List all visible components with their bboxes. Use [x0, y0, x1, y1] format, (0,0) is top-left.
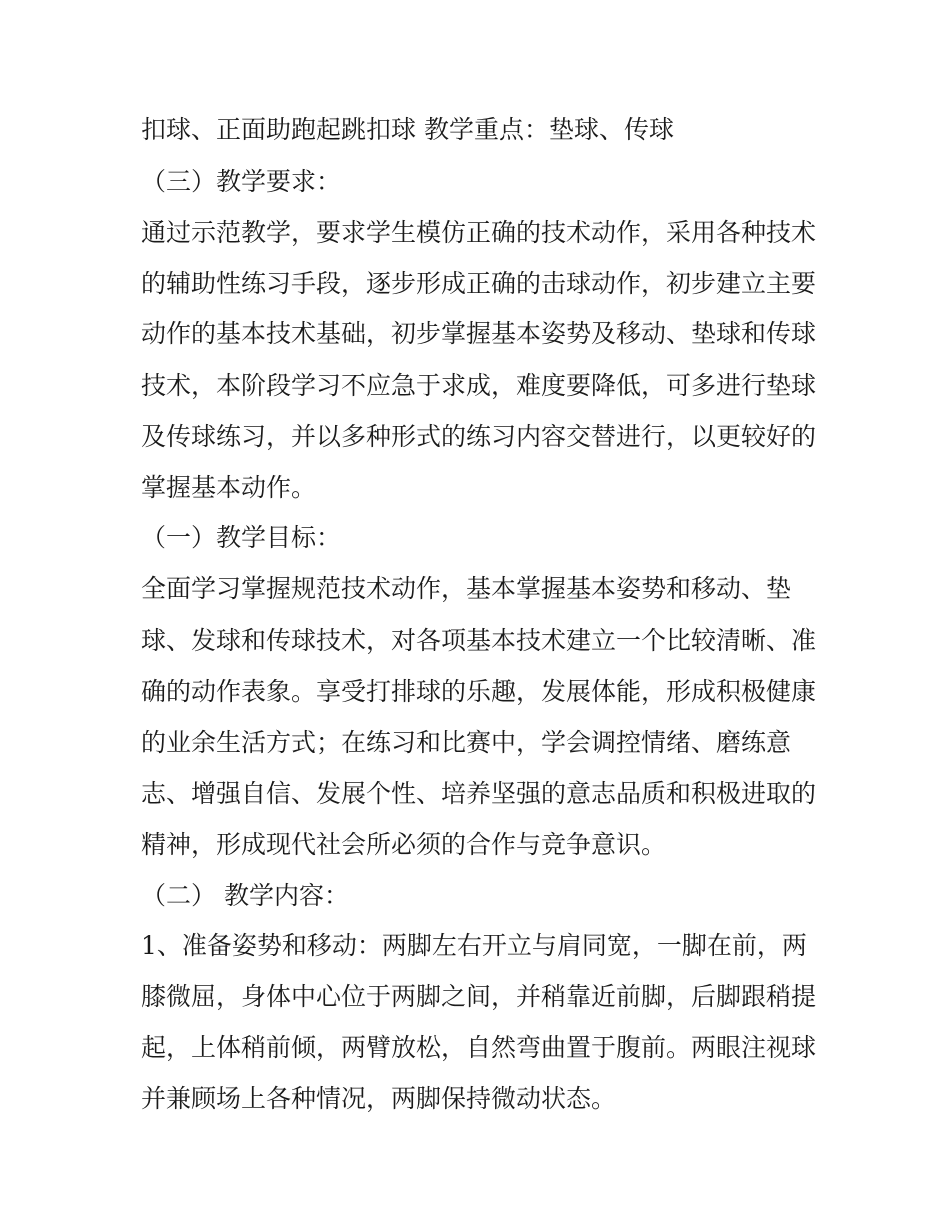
- text-line-12: 确的动作表象。享受打排球的乐趣，发展体能，形成积极健康: [141, 677, 817, 706]
- text-line-13: 的业余生活方式；在练习和比赛中，学会调控情绪、磨练意: [141, 728, 792, 757]
- text-line-11: 球、发球和传球技术，对各项基本技术建立一个比较清晰、准: [141, 626, 817, 655]
- text-line-1: 扣球、正面助跑起跳扣球 教学重点：垫球、传球: [141, 115, 674, 144]
- text-line-19: 起，上体稍前倾，两臂放松，自然弯曲置于腹前。两眼注视球: [141, 1033, 817, 1062]
- text-line-17: 1、准备姿势和移动：两脚左右开立与肩同宽，一脚在前，两: [141, 931, 807, 960]
- text-line-8: 掌握基本动作。: [141, 473, 317, 502]
- text-line-6: 技术，本阶段学习不应急于求成，难度要降低，可多进行垫球: [141, 371, 817, 400]
- text-line-5: 动作的基本技术基础，初步掌握基本姿势及移动、垫球和传球: [141, 319, 817, 348]
- text-line-7: 及传球练习，并以多种形式的练习内容交替进行，以更较好的: [141, 422, 817, 451]
- section-heading-requirements: （三）教学要求：: [141, 167, 342, 196]
- text-line-4: 的辅助性练习手段，逐步形成正确的击球动作，初步建立主要: [141, 269, 817, 298]
- text-line-15: 精神，形成现代社会所必须的合作与竞争意识。: [141, 830, 667, 859]
- text-line-20: 并兼顾场上各种情况，两脚保持微动状态。: [141, 1084, 617, 1113]
- section-heading-content: （二） 教学内容：: [141, 881, 349, 910]
- text-line-10: 全面学习掌握规范技术动作，基本掌握基本姿势和移动、垫: [141, 574, 792, 603]
- text-line-14: 志、增强自信、发展个性、培养坚强的意志品质和积极进取的: [141, 779, 817, 808]
- text-line-18: 膝微屈，身体中心位于两脚之间，并稍靠近前脚，后脚跟稍提: [141, 982, 817, 1011]
- text-line-3: 通过示范教学，要求学生模仿正确的技术动作，采用各种技术: [141, 218, 817, 247]
- section-heading-goals: （一）教学目标：: [141, 523, 342, 552]
